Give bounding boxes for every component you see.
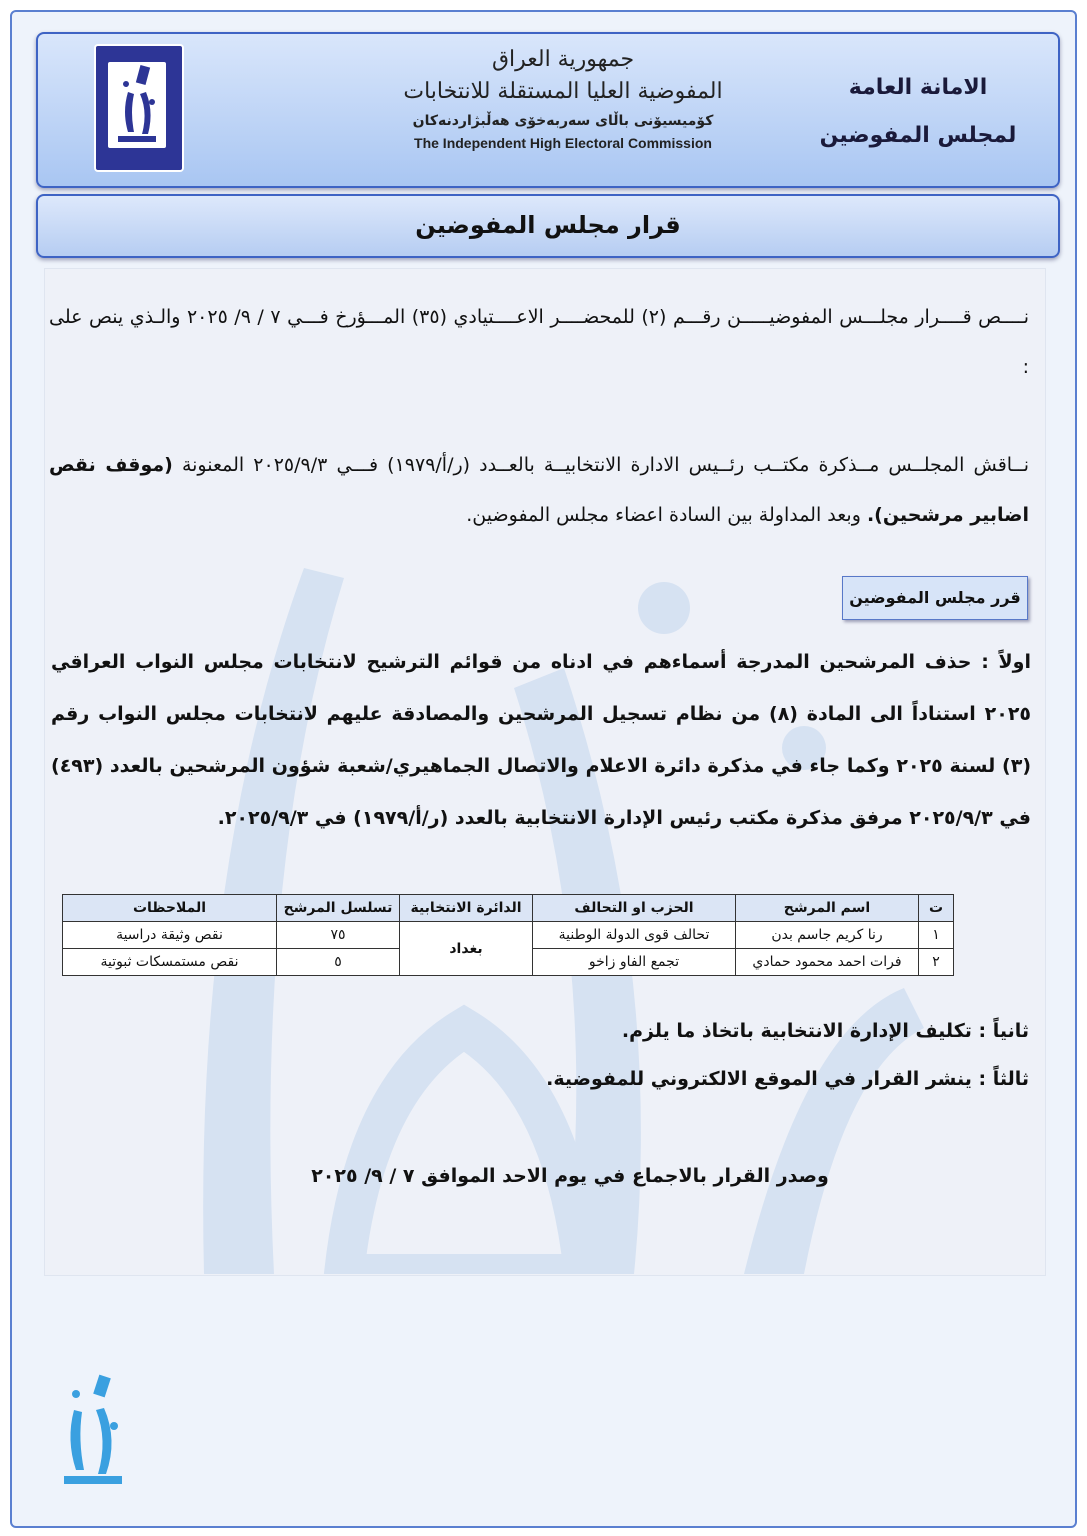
cell-name: فرات احمد محمود حمادي xyxy=(736,949,919,976)
decision-third: ثالثاً : ينشر القرار في الموقع الالكتروني للمفوضية. xyxy=(546,1068,1029,1090)
ballot-hand-icon xyxy=(108,62,166,148)
discussion-paragraph xyxy=(49,440,1029,540)
cell-no: ٢ xyxy=(919,949,954,976)
header-party: الحزب او التحالف xyxy=(533,895,736,922)
table-row xyxy=(63,922,954,949)
commission-name xyxy=(398,44,728,178)
secretariat-line2: لمجلس المفوضين xyxy=(819,123,1017,148)
cell-notes: نقص وثيقة دراسية xyxy=(63,922,277,949)
candidates-table xyxy=(62,894,954,976)
cell-no: ١ xyxy=(919,922,954,949)
header-district: الدائرة الانتخابية xyxy=(400,895,533,922)
ballot-hand-icon xyxy=(52,1370,132,1490)
table-header-row xyxy=(63,895,954,922)
commission-line2: المفوضية العليا المستقلة للانتخابات xyxy=(403,79,723,104)
decision-second: ثانياً : تكليف الإدارة الانتخابية باتخاذ ما يلزم. xyxy=(621,1020,1029,1042)
cell-party: تحالف قوى الدولة الوطنية xyxy=(533,922,736,949)
header-notes: الملاحظات xyxy=(63,895,277,922)
discussion-subject: (موقف نقص اضابير مرشحين). xyxy=(49,454,1029,526)
header-name: اسم المرشح xyxy=(736,895,919,922)
commission-english: The Independent High Electoral Commission xyxy=(414,135,712,151)
decided-label: قرر مجلس المفوضين xyxy=(842,576,1028,620)
header-no: ت xyxy=(919,895,954,922)
decision-first: اولاً : حذف المرشحين المدرجة أسماءهم في ادناه من قوائم الترشيح لانتخابات مجلس النواب العراقي ٢٠٢٥ استناداً الى المادة (٨) من نظام تسجيل المرشحين والمصادقة عليهم لانتخابات مجلس النواب رقم (٣) لسنة ٢٠٢٥ وكما جاء في مذكرة دائرة الاعلام والاتصال الجماهيري/شعبة شؤون المرشحين بالعدد (٤٩٣) في ٢٠٢٥/٩/٣ مرفق مذكرة مكتب رئيس الإدارة الانتخابية بالعدد (ر/أ/١٩٧٩) في ٢٠٢٥/٩/٣. xyxy=(51,651,1032,829)
cell-district: بغداد xyxy=(400,922,533,976)
cell-seq: ٥ xyxy=(277,949,400,976)
commission-line1: جمهورية العراق xyxy=(491,47,635,72)
footer-logo xyxy=(52,1370,132,1490)
commission-kurdish: كۆمیسیۆنی باڵای سەربەخۆی هەڵبژاردنەکان xyxy=(412,113,714,129)
cell-notes: نقص مستمسكات ثبوتية xyxy=(63,949,277,976)
secretariat-title xyxy=(808,64,1028,160)
document-title: قرار مجلس المفوضين xyxy=(36,194,1060,258)
issued-statement: وصدر القرار بالاجماع في يوم الاحد الموافق ٧ / ٩/ ٢٠٢٥ xyxy=(311,1165,829,1187)
cell-party: تجمع الفاو زاخو xyxy=(533,949,736,976)
discussion-tail: وبعد المداولة بين السادة اعضاء مجلس المفوضين. xyxy=(466,504,861,526)
cell-name: رنا كريم جاسم بدن xyxy=(736,922,919,949)
commission-logo xyxy=(94,44,184,172)
header-seq: تسلسل المرشح xyxy=(277,895,400,922)
logo-emblem xyxy=(108,62,166,148)
secretariat-line1: الامانة العامة xyxy=(848,75,988,100)
intro-paragraph: نــــص قــــرار مجلـــس المفوضيـــــن رقـــم (٢) للمحضــــر الاعــــتيادي (٣٥) المـــؤرخ فـــي ٧ / ٩/ ٢٠٢٥ والـذي ينص على : xyxy=(49,306,1029,378)
discussion-text: نــاقش المجلــس مــذكرة مكتــب رئــيس الادارة الانتخابيــة بالعــدد (ر/أ/١٩٧٩) فـــي ٢٠٢٥/٩/٣ المعنونة xyxy=(181,454,1029,476)
letterhead xyxy=(36,32,1060,188)
cell-seq: ٧٥ xyxy=(277,922,400,949)
